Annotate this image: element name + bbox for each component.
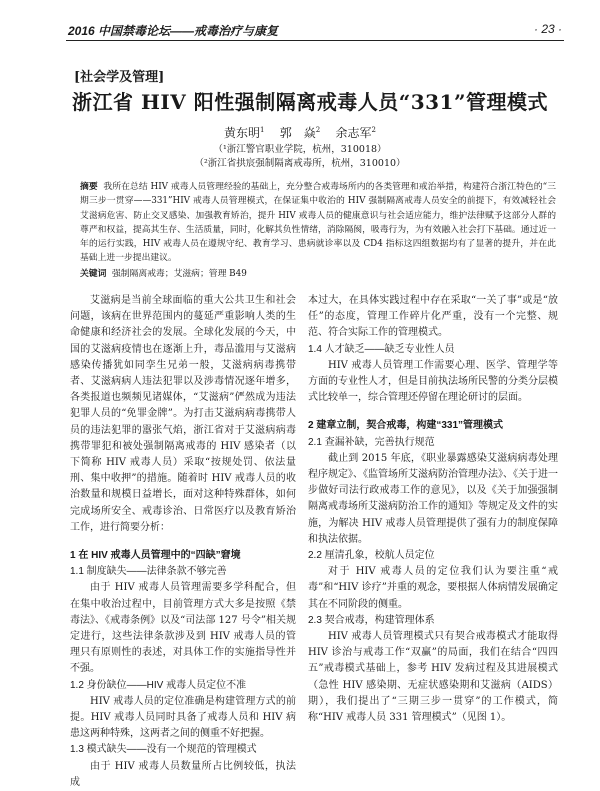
journal-name: 2016 中国禁毒论坛——戒毒治疗与康复	[68, 24, 279, 38]
body-paragraph: HIV 戒毒人员的定位准确是构建管理方式的前提。HIV 戒毒人员同时具备了戒毒人员和 HIV 病患这两种特殊，这两者之间的侧重不好把握。	[70, 695, 296, 740]
body-paragraph: 由于 HIV 戒毒人员管理需要多学科配合，但在集中收治过程中，目前管理方式大多是按照《禁毒法》、《戒毒条例》以及“司法部 127 号令”相关规定进行，这些法律条款涉及到 HIV 戒毒人员的管理只有原则性的表述，对具体工作的实施指导性并不强。	[70, 582, 296, 675]
keywords-label: 关键词	[80, 269, 107, 279]
right-column	[308, 293, 558, 726]
abstract-text: 我所在总结 HIV 戒毒人员管理经验的基础上，充分整合戒毒场所内的各类管理和戒治举措，构建符合浙江特色的“三期三步一贯穿——331”HIV 戒毒人员管理模式，在保证集中收治的 HIV 强制隔离戒毒人员安全的前提下，有效减轻社会艾滋病危害、防止交叉感染、加强教育矫治，提升 HIV 戒毒人员的健康意识与社会适应能力，维护法律赋予这部分人群的尊严和权益，提高其生存、生活质量，同时，化解其负性情绪，消除隔阂，吸毒行为，为有效融入社会打下基础。通过近一年的运行实践，HIV 戒毒人员在遵规守纪、教育学习、患病就诊率以及 CD4 指标这四组数据均有了显著的提升，并在此基础上进一步提出建议。	[80, 182, 556, 264]
running-header	[68, 20, 562, 42]
subsection-heading: 1.3 模式缺失——没有一个规范的管理模式	[70, 744, 257, 756]
author-list	[0, 124, 600, 141]
author-sup: 2	[315, 126, 321, 134]
subsection-heading: 1.4 人才缺乏——缺乏专业性人员	[308, 343, 455, 355]
body-paragraph: 艾滋病是当前全球面临的重大公共卫生和社会问题，该病在世界范围内的蔓延严重影响人类的生命健康和经济社会的发展。全球化发展的今天，中国的艾滋病疫情也在逐渐上升，毒品滥用与艾滋病感染传播犹如同孪生兄弟一般，艾滋病病毒携带者、艾滋病病人违法犯罪以及涉毒情况逐年增多，各类报道也频频见诸媒体，“艾滋病”俨然成为违法犯罪人员的“免罪金牌”。为打击艾滋病病毒携带人员的违法犯罪的嚣张气焰，浙江省对于艾滋病病毒携带罪犯和被处强制隔离戒毒的 HIV 感染者（以下简称 HIV 戒毒人员）采取“按规处罚、依法量刑、集中收押”的措施。随着时 HIV 戒毒人员的收治数量和规模日益增长，面对这种特殊群体，如何完成场所安全、戒毒诊治、日常医疗以及教育矫治工作，进行简要分析：	[70, 295, 296, 533]
abstract	[80, 180, 556, 266]
body-paragraph: HIV 戒毒人员管理模式只有契合戒毒模式才能取得 HIV 诊治与戒毒工作“双赢”的局面，我们在结合“四四五”戒毒模式基础上，参考 HIV 发病过程及其进展模式（急性 HIV 感染期、无症状感染期和艾滋病（AIDS）期），我们提出了“三期三步一贯穿”的工作模式，简称“HIV 戒毒人员 331 管理模式”（见图 1）。	[308, 631, 558, 724]
author-name: 余志军	[335, 126, 372, 140]
header-rule	[66, 40, 564, 41]
left-column	[70, 293, 296, 791]
body-paragraph: 由于 HIV 戒毒人员数量所占比例较低，执法成	[70, 760, 296, 788]
subsection-heading: 1.1 制度缺失——法律条款不够完善	[70, 566, 227, 578]
column-tag: [社会学及管理]	[74, 70, 165, 85]
affiliation: （¹浙江警官职业学院，杭州，310018）	[213, 144, 387, 155]
author-name: 黄东明	[224, 126, 261, 140]
body-paragraph: 对于 HIV 戒毒人员的定位我们认为要注重“戒毒”和“HIV 诊疗”并重的观念，要根据人体病情发展确定其在不同阶段的侧重。	[308, 566, 558, 610]
section-heading: 2 建章立制，契合戒毒，构建“331”管理模式	[308, 420, 504, 432]
body-paragraph: HIV 戒毒人员管理工作需要心理、医学、管理学等方面的专业性人才，但是目前执法场所民警的分类分层模式比较单一，综合管理还停留在理论研讨的层面。	[308, 359, 558, 404]
section-heading: 1 在 HIV 戒毒人员管理中的“四缺”窘境	[70, 550, 241, 562]
keywords-text: 强制隔离戒毒；艾滋病；管理 B49	[112, 269, 247, 279]
abstract-label: 摘要	[80, 182, 98, 192]
subsection-heading: 1.2 身份缺位——HIV 戒毒人员定位不准	[70, 679, 247, 691]
body-paragraph: 本过大，在具体实践过程中存在采取“一关了事”或是“放任”的态度，管理工作碎片化严重，没有一个完整、规范、符合实际工作的管理模式。	[308, 295, 558, 339]
author-name: 郭 焱	[279, 126, 316, 140]
subsection-heading: 2.1 查漏补缺，完善执行规范	[308, 436, 435, 448]
author-sup: 1	[260, 126, 265, 134]
page-number: · 23 ·	[533, 22, 562, 36]
subsection-heading: 2.2 厘清孔象，校航人员定位	[308, 550, 435, 562]
affiliation: （²浙江省拱宸强制隔离戒毒所，杭州，310010）	[194, 158, 406, 169]
body-paragraph: 截止到 2015 年底，《职业暴露感染艾滋病病毒处理程序规定》、《监管场所艾滋病防治管理办法》、《关于进一步做好司法行政戒毒工作的意见》，以及《关于加强强制隔离戒毒场所艾滋病防治工作的通知》等规定及文件的实施，为解决 HIV 戒毒人员管理提供了强有力的制度保障和执法依据。	[308, 452, 558, 545]
author-sup: 2	[371, 126, 376, 134]
article-title: 浙江省 HIV 阳性强制隔离戒毒人员“331”管理模式	[72, 90, 548, 114]
subsection-heading: 2.3 契合戒毒，构建管理体系	[308, 614, 435, 626]
keywords	[80, 266, 556, 279]
